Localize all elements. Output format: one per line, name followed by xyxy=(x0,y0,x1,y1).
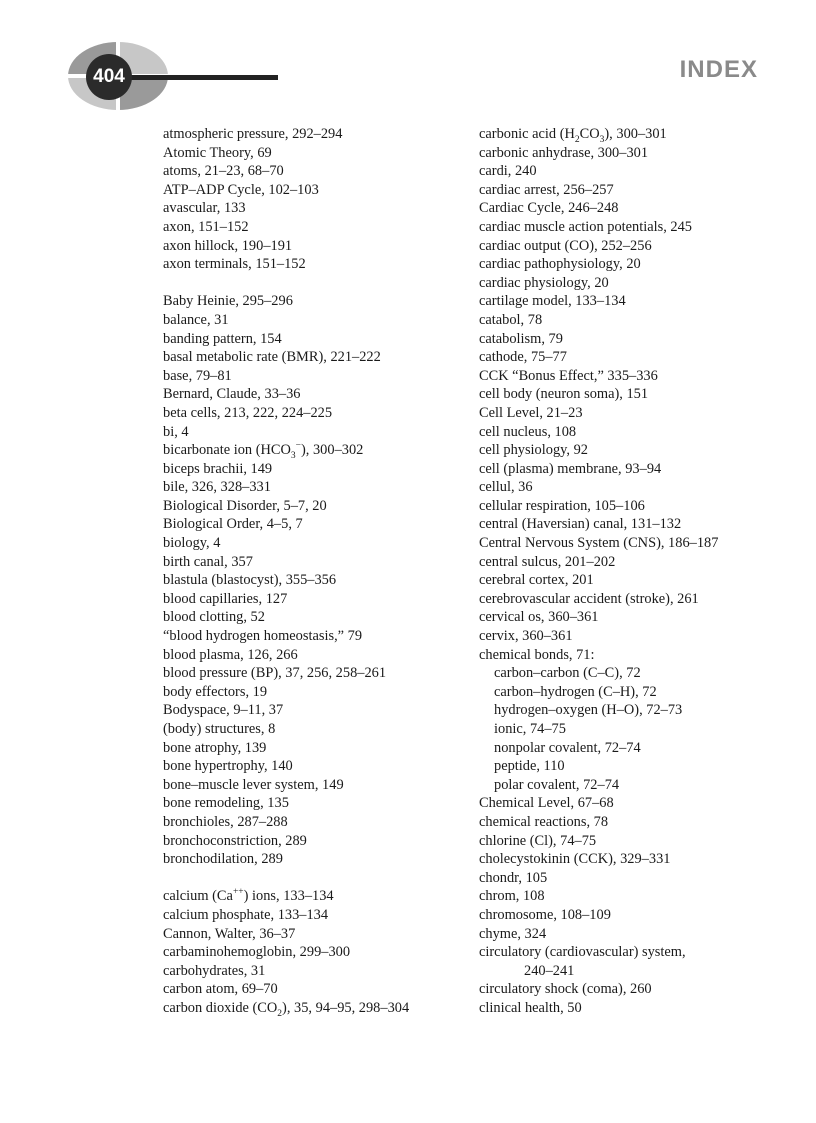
index-subentry: polar covalent, 72–74 xyxy=(494,776,620,793)
index-entry: central (Haversian) canal, 131–132 xyxy=(479,516,682,533)
index-entry: axon hillock, 190–191 xyxy=(163,237,293,254)
index-entry: “blood hydrogen homeostasis,” 79 xyxy=(163,628,363,645)
index-entry: Cardiac Cycle, 246–248 xyxy=(479,200,619,217)
index-entry: cardiac muscle action potentials, 245 xyxy=(479,218,692,235)
index-entry: biology, 4 xyxy=(163,535,221,552)
index-group-gap xyxy=(163,274,463,293)
index-entry: birth canal, 357 xyxy=(163,553,253,570)
index-entry: chromosome, 108–109 xyxy=(479,906,611,923)
index-entry: blood pressure (BP), 37, 256, 258–261 xyxy=(163,665,387,682)
index-entry: circulatory (cardiovascular) system, xyxy=(479,944,686,961)
index-entry: axon, 151–152 xyxy=(163,218,249,235)
index-entry: ATP–ADP Cycle, 102–103 xyxy=(163,181,319,198)
index-entry: bronchoconstriction, 289 xyxy=(163,832,307,849)
index-entry: cathode, 75–77 xyxy=(479,349,567,366)
index-subentry: nonpolar covalent, 72–74 xyxy=(494,739,641,756)
index-entry: bone remodeling, 135 xyxy=(163,795,289,812)
index-entry: cellular respiration, 105–106 xyxy=(479,497,645,514)
index-entry: balance, 31 xyxy=(163,311,229,328)
index-entry: carbonic anhydrase, 300–301 xyxy=(479,144,649,161)
index-entry: bicarbonate ion $(HCO_3^-)$, 300–302 xyxy=(163,441,364,461)
index-entry: cartilage model, 133–134 xyxy=(479,293,626,310)
index-entry: avascular, 133 xyxy=(163,200,246,217)
index-entry: bone–muscle lever system, 149 xyxy=(163,776,344,793)
index-entry: beta cells, 213, 222, 224–225 xyxy=(163,404,333,421)
index-entry: atmospheric pressure, 292–294 xyxy=(163,126,343,142)
index-entry: Central Nervous System (CNS), 186–187 xyxy=(479,535,719,552)
index-group-gap xyxy=(163,869,463,888)
index-entry: base, 79–81 xyxy=(163,367,232,384)
index-subentry: carbon–carbon (C–C), 72 xyxy=(494,665,641,682)
index-entry: calcium (Ca++) ions, 133–134 xyxy=(163,887,334,905)
index-entry: chyme, 324 xyxy=(479,925,547,942)
index-entry: catabol, 78 xyxy=(479,311,543,328)
index-entry: cardiac physiology, 20 xyxy=(479,274,609,291)
index-subentry: peptide, 110 xyxy=(494,758,565,775)
index-entry: cardiac pathophysiology, 20 xyxy=(479,256,641,273)
index-entry: cell body (neuron soma), 151 xyxy=(479,386,649,403)
index-entry: catabolism, 79 xyxy=(479,330,563,347)
index-entry: carbonic acid $(H_2CO_3)$, 300–301 xyxy=(479,126,667,145)
index-entry: bone hypertrophy, 140 xyxy=(163,758,293,775)
index-entry: carbon dioxide $(CO_2)$, 35, 94–95, 298–304 xyxy=(163,999,410,1019)
index-column-right xyxy=(479,125,769,1018)
header-rule xyxy=(128,75,278,80)
index-entry: cervical os, 360–361 xyxy=(479,609,599,626)
index-subentry: carbon–hydrogen (C–H), 72 xyxy=(494,683,657,700)
index-entry: Cell Level, 21–23 xyxy=(479,404,583,421)
index-column-left xyxy=(163,125,463,1018)
page-number: 404 xyxy=(86,54,132,100)
index-entry: Biological Order, 4–5, 7 xyxy=(163,516,303,533)
index-entry: carbaminohemoglobin, 299–300 xyxy=(163,944,351,961)
index-entry: blastula (blastocyst), 355–356 xyxy=(163,572,337,589)
index-entry: bronchodilation, 289 xyxy=(163,851,283,868)
index-entry: Bodyspace, 9–11, 37 xyxy=(163,702,284,719)
index-entry: bi, 4 xyxy=(163,423,189,440)
index-entry: Biological Disorder, 5–7, 20 xyxy=(163,497,327,514)
index-subentry: ionic, 74–75 xyxy=(494,721,566,737)
index-entry: Baby Heinie, 295–296 xyxy=(163,293,293,310)
index-entry: blood plasma, 126, 266 xyxy=(163,646,298,663)
index-entry: banding pattern, 154 xyxy=(163,330,282,347)
index-entry: basal metabolic rate (BMR), 221–222 xyxy=(163,349,381,366)
index-entry: blood capillaries, 127 xyxy=(163,590,288,607)
index-entry: chlorine (Cl), 74–75 xyxy=(479,832,597,849)
index-entry: circulatory shock (coma), 260 xyxy=(479,981,652,998)
index-entry: chrom, 108 xyxy=(479,888,545,905)
index-entry: Cannon, Walter, 36–37 xyxy=(163,925,296,942)
index-entry: carbohydrates, 31 xyxy=(163,962,266,979)
index-entry: blood clotting, 52 xyxy=(163,609,265,626)
index-entry: cardi, 240 xyxy=(479,163,537,180)
index-entry: chondr, 105 xyxy=(479,869,548,886)
index-entry: cell (plasma) membrane, 93–94 xyxy=(479,460,662,477)
index-entry: clinical health, 50 xyxy=(479,999,582,1016)
index-entry: chemical bonds, 71: xyxy=(479,646,595,663)
index-entry: body effectors, 19 xyxy=(163,683,268,700)
running-title: INDEX xyxy=(679,56,758,83)
index-entry: calcium phosphate, 133–134 xyxy=(163,906,329,923)
index-entry: bronchioles, 287–288 xyxy=(163,813,288,830)
index-entry: Atomic Theory, 69 xyxy=(163,144,272,161)
index-entry: central sulcus, 201–202 xyxy=(479,553,616,570)
index-entry-continuation: 240–241 xyxy=(524,962,575,979)
index-entry: (body) structures, 8 xyxy=(163,721,276,737)
index-entry: cardiac arrest, 256–257 xyxy=(479,181,614,198)
index-entry: cervix, 360–361 xyxy=(479,628,573,645)
index-subentry: hydrogen–oxygen (H–O), 72–73 xyxy=(494,702,683,719)
index-entry: chemical reactions, 78 xyxy=(479,813,609,830)
index-entry: biceps brachii, 149 xyxy=(163,460,273,477)
index-entry: cell physiology, 92 xyxy=(479,442,588,459)
index-entry: cellul, 36 xyxy=(479,479,533,496)
index-entry: bile, 326, 328–331 xyxy=(163,479,271,496)
index-entry: cerebral cortex, 201 xyxy=(479,572,594,589)
index-entry: cell nucleus, 108 xyxy=(479,423,577,440)
index-entry: cerebrovascular accident (stroke), 261 xyxy=(479,590,699,607)
index-entry: carbon atom, 69–70 xyxy=(163,981,278,998)
index-entry: axon terminals, 151–152 xyxy=(163,256,306,273)
index-entry: bone atrophy, 139 xyxy=(163,739,267,756)
index-entry: CCK “Bonus Effect,” 335–336 xyxy=(479,367,658,384)
index-entry: Bernard, Claude, 33–36 xyxy=(163,386,301,403)
index-entry: cholecystokinin (CCK), 329–331 xyxy=(479,851,671,868)
index-entry: atoms, 21–23, 68–70 xyxy=(163,163,284,180)
index-entry: Chemical Level, 67–68 xyxy=(479,795,614,812)
index-entry: cardiac output (CO), 252–256 xyxy=(479,237,652,254)
